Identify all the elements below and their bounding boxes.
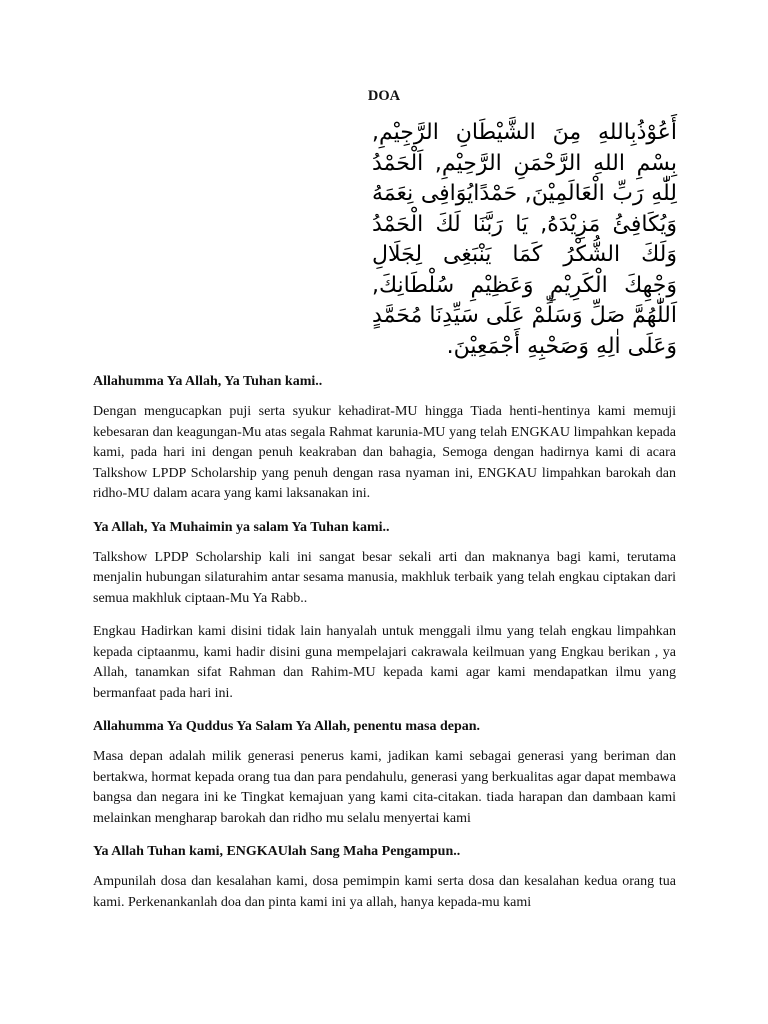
section-1-paragraph-1: Dengan mengucapkan puji serta syukur kehadirat-MU hingga Tiada henti-hentinya kami memuji kebesaran dan keagungan-Mu atas segala Rahmat karunia-MU yang telah ENGKAU limpahkan kepada kami, pada hari ini dengan penuh keakraban dan bahagia, Semoga dengan hadirnya kami di acara Talkshow LPDP Scholarship yang penuh dengan rasa nyaman ini, ENGKAU limpahkan barokah dan ridho-MU dalam acara yang kami laksanakan ini. (93, 404, 676, 501)
section-heading-2: Ya Allah, Ya Muhaimin ya salam Ya Tuhan kami.. (93, 519, 390, 535)
section-heading-4: Ya Allah Tuhan kami, ENGKAUlah Sang Maha Pengampun.. (93, 844, 461, 859)
section-2-paragraph-2: Engkau Hadirkan kami disini tidak lain hanyalah untuk menggali ilmu yang telah engkau limpahkan kepada ciptaanmu, kami hadir disini guna mempelajari cakrawala keilmuan yang Engkau berikan , ya Allah, tanamkan sifat Rahman dan Rahim-MU kepada kami agar kami mendapatkan ilmu yang bermanfaat pada hari ini. (93, 624, 676, 701)
section-2-paragraph-1: Talkshow LPDP Scholarship kali ini sangat besar sekali arti dan maknanya bagi kami, terutama menjalin hubungan silaturahim antar sesama manusia, makhluk terbaik yang telah engkau ciptakan dari semua makhluk ciptaan-Mu Ya Rabb.. (93, 549, 676, 606)
document-body (93, 372, 676, 913)
arabic-prayer: أَعُوْذُبِاللهِ مِنَ الشَّيْطَانِ الرَّجِيْمِ, بِسْمِ اللهِ الرَّحْمَنِ الرَّحِيْمِ, اَلْحَمْدُ لِلّٰهِ رَبِّ الْعَالَمِيْنَ, حَمْدًايُوَافِى نِعَمَهُ وَيُكَافِئُ مَزِيْدَهُ, يَا رَبَّنَا لَكَ الْحَمْدُ وَلَكَ الشُّكْرُ كَمَا يَنْبَغِى لِجَلَالِ وَجْهِكَ الْكَرِيْمِ وَعَظِيْمِ سُلْطَانِكَ, اَللّٰهُمَّ صَلِّ وَسَلِّمْ عَلَى سَيِّدِنَا مُحَمَّدٍ وَعَلَى اٰلِهِ وَصَحْبِهِ أَجْمَعِيْنَ. (372, 120, 677, 359)
section-3-paragraph-1: Masa depan adalah milik generasi penerus kami, jadikan kami sebagai generasi yang beriman dan bertakwa, hormat kepada orang tua dan para pendahulu, generasi yang berkualitas agar dapat membawa bangsa dan negara ini ke Tingkat kemajuan yang kami cita-citakan. tiada harapan dan dambaan kami melainkan mengharap barokah dan ridho mu selalu menyertai kami (93, 749, 676, 826)
document-title: DOA (367, 88, 401, 104)
section-4-paragraph-1: Ampunilah dosa dan kesalahan kami, dosa pemimpin kami serta dosa dan kesalahan kedua orang tua kami. Perkenankanlah doa dan pinta kami ini ya allah, hanya kepada-mu kami (93, 874, 676, 910)
section-heading-3: Allahumma Ya Quddus Ya Salam Ya Allah, penentu masa depan. (93, 719, 481, 734)
section-heading-1: Allahumma Ya Allah, Ya Tuhan kami.. (93, 374, 323, 389)
